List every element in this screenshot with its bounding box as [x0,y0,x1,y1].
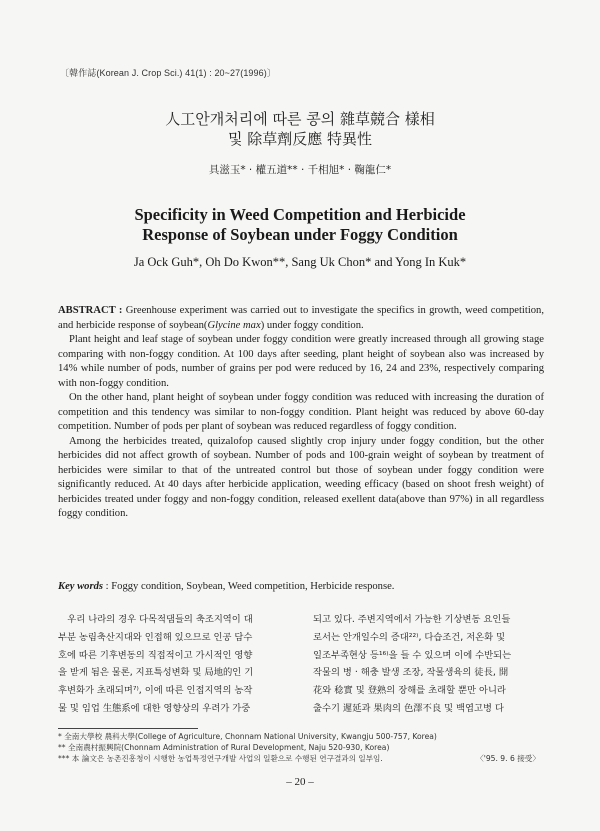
abstract-label: ABSTRACT : [58,305,123,316]
body-column-right [313,611,542,718]
footnote-affiliation-2: ** 全南農村振興院(Chonnam Administration of Rural Development, Naju 520-930, Korea) [58,743,390,753]
keywords-label: Key words [58,581,104,592]
body-left-line: 물 및 임업 生態系에 대한 영향상의 우려가 가중 [58,702,251,714]
body-right-line: 花와 稔實 및 登熟의 장해를 초래할 뿐만 아니라 [313,685,506,697]
footnote-affiliation-1: * 全南大學校 農科大學(College of Agriculture, Chonnam National University, Kwangju 500-757, Korea) [58,732,437,741]
body-right-line: 출수기 遲延과 果肉의 色澤不良 및 백엽고병 다 [313,702,504,714]
korean-title-line-1: 人工안개처리에 따른 콩의 雜草競合 樣相 [165,110,435,128]
body-right-line: 작물의 병 · 해충 발생 조장, 작물생육의 徒長, 開 [313,667,509,679]
abstract-p1-text-a: Greenhouse experiment was carried out to investigate the specifics in growth, weed competition, and herbicide response of soybean( [58,305,545,331]
journal-reference: 〔韓作誌(Korean J. Crop Sci.) 41(1) : 20~27(1996)〕 [60,68,276,78]
abstract-paragraph-1 [58,304,544,333]
body-right-line: 로서는 안개일수의 증대²²⁾, 다습조건, 저온화 및 [313,631,506,643]
korean-title-line-2: 및 除草劑反應 特異性 [227,130,373,148]
english-title-line-1: Specificity in Weed Competition and Herbicide [134,205,466,224]
footnotes [58,731,548,765]
received-date: 〈'95. 9. 6 接受〉 [476,754,540,763]
body-left-line: 을 받게 됨은 물론, 지표특성변화 및 局地的인 기 [58,667,254,679]
body-right-line: 되고 있다. 주변지역에서 가능한 기상변동 요인들 [313,614,511,625]
abstract-paragraph-3: On the other hand, plant height of soybean under foggy condition was reduced with increasing the duration of competition and this tendency was similar to non-foggy condition. Plant height was reduced by above 60-day competition. Number of pods per plant of soybean was reduced regardless of foggy condition. [58,392,544,432]
body-left-line: 후변화가 초래되며⁷⁾, 이에 따른 인접지역의 농작 [58,685,253,697]
korean-authors: 具滋玉* · 權五道** · 千相旭* · 鞠龍仁* [208,164,392,176]
body-left-line: 우리 나라의 경우 다목적댐들의 축조지역이 대 [58,614,253,625]
keywords-text: : Foggy condition, Soybean, Weed competition, Herbicide response. [103,581,395,592]
footnote-divider [58,728,198,729]
body-column-left [58,611,287,718]
abstract-p1-text-b: ) under foggy condition. [260,319,364,331]
english-title-line-2: Response of Soybean under Foggy Condition [142,225,458,244]
species-name: Glycine max [207,319,261,331]
abstract-paragraph-4: Among the herbicides treated, quizalofop caused slightly crop injury under foggy condition, but the other herbicides did not affect growth of soybean. Number of pods and 100-grain weight of soybean by treatment of herbicides were similar to that of the untreated control but those of soybean under foggy condition were significantly reduced. At 40 days after herbicide application, weeding efficacy (based on shoot fresh weight) of herbicides treated under foggy and non-foggy condition, released exellent data(above than 97%) in all regardless foggy condition. [58,435,544,519]
page-number: – 20 – [286,776,314,788]
keywords [58,581,544,592]
body-left-line: 호에 따른 기후변동의 직접적이고 가시적인 영향 [58,649,253,661]
footnote-funding: *** 本 論文은 농촌진흥청이 시행한 농업특정연구개발 사업의 일환으로 수행된 연구결과의 일부임. [58,754,383,764]
body-left-line: 부분 농림축산지대와 인접해 있으므로 인공 담수 [58,631,253,643]
abstract [58,304,544,522]
english-authors: Ja Ock Guh*, Oh Do Kwon**, Sang Uk Chon* and Yong In Kuk* [133,255,467,269]
body-right-line: 일조부족현상 등¹⁶⁾을 들 수 있으며 이에 수반되는 [313,649,512,661]
abstract-paragraph-2: Plant height and leaf stage of soybean under foggy condition were greatly increased through all growing stage comparing with non-foggy condition. At 100 days after seeding, plant height of soybean also was increased by 14% while number of pods, number of grains per pod were reduced by 16, 24 and 23%, respectively comparing with non-foggy condition. [58,334,544,389]
